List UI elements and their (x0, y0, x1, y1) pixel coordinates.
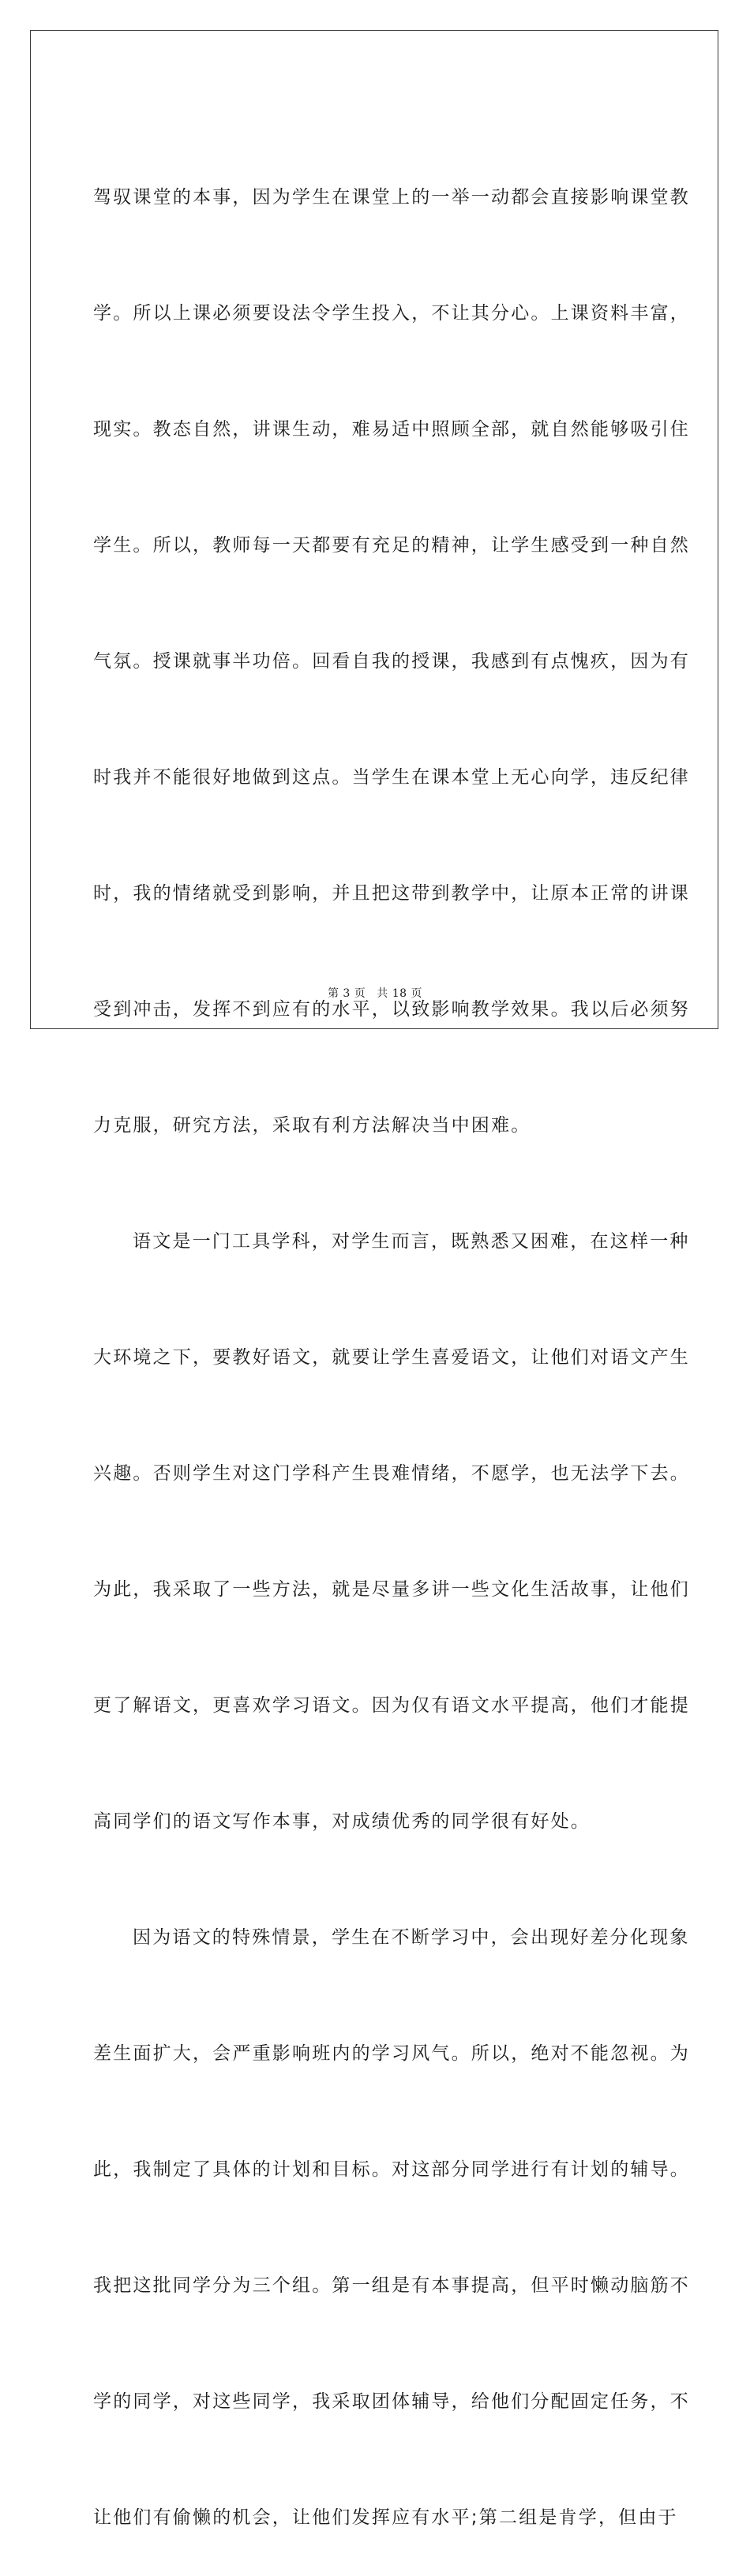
text-line: 兴趣。否则学生对这门学科产生畏难情绪，不愿学，也无法学下去。 (93, 1463, 690, 1484)
text-line: 现实。教态自然，讲课生动，难易适中照顾全部，就自然能够吸引住 (93, 419, 690, 440)
text-line: 气氛。授课就事半功倍。回看自我的授课，我感到有点愧疚，因为有 (93, 651, 690, 672)
text-line: 时，我的情绪就受到影响，并且把这带到教学中，让原本正常的讲课 (93, 883, 690, 904)
text-line: 时我并不能很好地做到这点。当学生在课本堂上无心向学，违反纪律 (93, 767, 690, 788)
text-line: 为此，我采取了一些方法，就是尽量多讲一些文化生活故事，让他们 (93, 1579, 690, 1600)
text-line: 大环境之下，要教好语文，就要让学生喜爱语文，让他们对语文产生 (93, 1347, 690, 1368)
text-line: 学的同学，对这些同学，我采取团体辅导，给他们分配固定任务，不 (93, 2391, 690, 2412)
text-line: 高同学们的语文写作本事，对成绩优秀的同学很有好处。 (93, 1811, 591, 1832)
text-line: 驾驭课堂的本事，因为学生在课堂上的一举一动都会直接影响课堂教 (93, 187, 690, 208)
paragraph-start-line: 因为语文的特殊情景，学生在不断学习中，会出现好差分化现象 (133, 1927, 690, 1948)
page-total: 共 18 页 (377, 987, 423, 1000)
page-footer (0, 985, 750, 1001)
text-line: 更了解语文，更喜欢学习语文。因为仅有语文水平提高，他们才能提 (93, 1695, 690, 1716)
text-line: 力克服，研究方法，采取有利方法解决当中困难。 (93, 1115, 531, 1136)
text-line: 此，我制定了具体的计划和目标。对这部分同学进行有计划的辅导。 (93, 2159, 690, 2180)
page-number: 第 3 页 (327, 987, 366, 1000)
text-line: 受到冲击，发挥不到应有的水平，以致影响教学效果。我以后必须努 (93, 999, 690, 1020)
paragraph-start-line: 语文是一门工具学科，对学生而言，既熟悉又困难，在这样一种 (133, 1231, 690, 1252)
text-line: 学。所以上课必须要设法令学生投入，不让其分心。上课资料丰富， (93, 303, 690, 324)
text-line: 差生面扩大，会严重影响班内的学习风气。所以，绝对不能忽视。为 (93, 2043, 690, 2064)
text-line: 学生。所以，教师每一天都要有充足的精神，让学生感受到一种自然 (93, 535, 690, 556)
text-line: 让他们有偷懒的机会，让他们发挥应有水平;第二组是肯学，但由于 (93, 2507, 678, 2528)
text-line: 我把这批同学分为三个组。第一组是有本事提高，但平时懒动脑筋不 (93, 2275, 690, 2296)
document-body (93, 101, 690, 2576)
